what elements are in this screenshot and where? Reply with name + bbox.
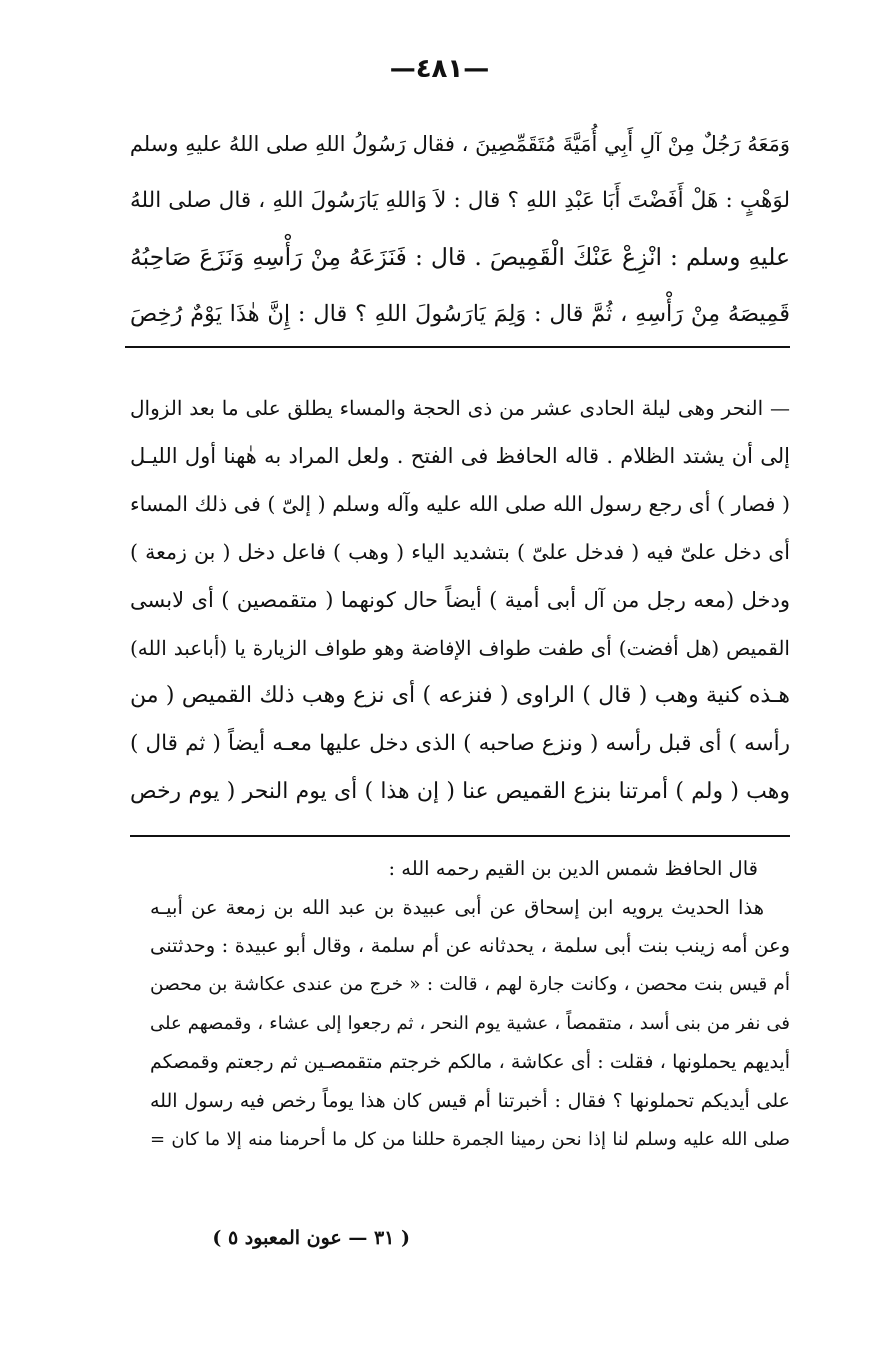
hadith-line: عليهِ وسلم : انْزِعْ عَنْكَ الْقَمِيصَ . قال : فَنَزَعَهُ مِنْ رَأْسِهِ وَنَزَعَ صَاحِبُهُ <box>130 243 790 271</box>
ibn-qayyim-note <box>150 850 790 1160</box>
commentary-line: — النحر وهى ليلة الحادى عشر من ذى الحجة والمساء يطلق على ما بعد الزوال <box>130 396 790 420</box>
commentary-text <box>130 384 790 816</box>
commentary-line: وهب ( ولم ) أمرتنا بنزع القميص عنا ( إن هذا ) أى يوم النحر ( يوم رخص <box>130 779 790 804</box>
note-line: وعن أمه زينب بنت أبى سلمة ، يحدثانه عن أم سلمة ، وقال أبو عبيدة : وحدثتنى <box>150 934 790 958</box>
divider <box>130 835 790 837</box>
note-line: أم قيس بنت محصن ، وكانت جارة لهم ، قالت : « خرج من عندى عكاشة بن محصن <box>150 974 790 996</box>
hadith-line: وَمَعَهُ رَجُلٌ مِنْ آلِ أَبِي أُمَيَّةَ مُتَقَمِّصِينَ ، فقال رَسُولُ اللهِ صلى اللهُ عليهِ وسلم <box>130 132 790 156</box>
note-heading: قال الحافظ شمس الدين بن القيم رحمه الله : <box>388 857 758 880</box>
commentary-line: ( فصار ) أى رجع رسول الله صلى الله عليه وآله وسلم ( إلىّ ) فى ذلك المساء <box>130 492 790 516</box>
hadith-text <box>130 116 790 342</box>
hadith-line: لوَهْبٍ : هَلْ أَفَضْتَ أَبَا عَبْدِ اللهِ ؟ قال : لاَ وَاللهِ يَارَسُولَ اللهِ ، قال صلى اللهُ <box>130 187 790 213</box>
divider <box>125 346 790 348</box>
page-number: —٤٨١— <box>389 54 490 84</box>
commentary-line: رأسه ) أى قبل رأسه ( ونزع صاحبه ) الذى دخل عليها معـه أيضاً ( ثم قال ) <box>130 731 790 756</box>
commentary-line: هـذه كنية وهب ( قال ) الراوى ( فنزعه ) أى نزع وهب ذلك القميص ( من <box>130 683 790 708</box>
note-line: فى نفر من بنى أسد ، متقمصاً ، عشية يوم النحر ، ثم رجعوا إلى عشاء ، وقمصهم على <box>150 1012 790 1034</box>
note-line: صلى الله عليه وسلم لنا إذا نحن رمينا الجمرة حللنا من كل ما أحرمنا منه إلا ما كان = <box>150 1128 790 1150</box>
commentary-line: ودخل (معه رجل من آل أبى أمية ) أيضاً حال كونهما ( متقمصين ) أى لابسى <box>130 588 790 612</box>
commentary-line: أى دخل علىّ فيه ( فدخل علىّ ) بتشديد الياء ( وهب ) فاعل دخل ( بن زمعة ) <box>130 540 790 564</box>
note-line: أيديهم يحملونها ، فقلت : أى عكاشة ، مالكم خرجتم متقمصـين ثم رجعتم وقمصكم <box>150 1051 790 1074</box>
note-line: على أيديكم تحملونها ؟ فقال : أخبرتنا أم قيس كان هذا يوماً رخص فيه رسول الله <box>150 1090 790 1113</box>
note-line: هذا الحديث يرويه ابن إسحاق عن أبى عبيدة بن عبد الله بن زمعة عن أبيـه <box>150 895 764 919</box>
commentary-line: إلى أن يشتد الظلام . قاله الحافظ فى الفتح . ولعل المراد به هٰهنا أول الليـل <box>130 444 790 468</box>
commentary-line: القميص (هل أفضت) أى طفت طواف الإفاضة وهو طواف الزيارة يا (أباعبد الله) <box>130 636 790 660</box>
hadith-line: قَمِيصَهُ مِنْ رَأْسِهِ ، ثُمَّ قال : وَلِمَ يَارَسُولَ اللهِ ؟ قال : إِنَّ هٰذَا يَوْمٌ رُخِصَ <box>130 300 790 327</box>
signature-footer: ( ٣١ — عون المعبود ٥ ) <box>212 1227 410 1249</box>
